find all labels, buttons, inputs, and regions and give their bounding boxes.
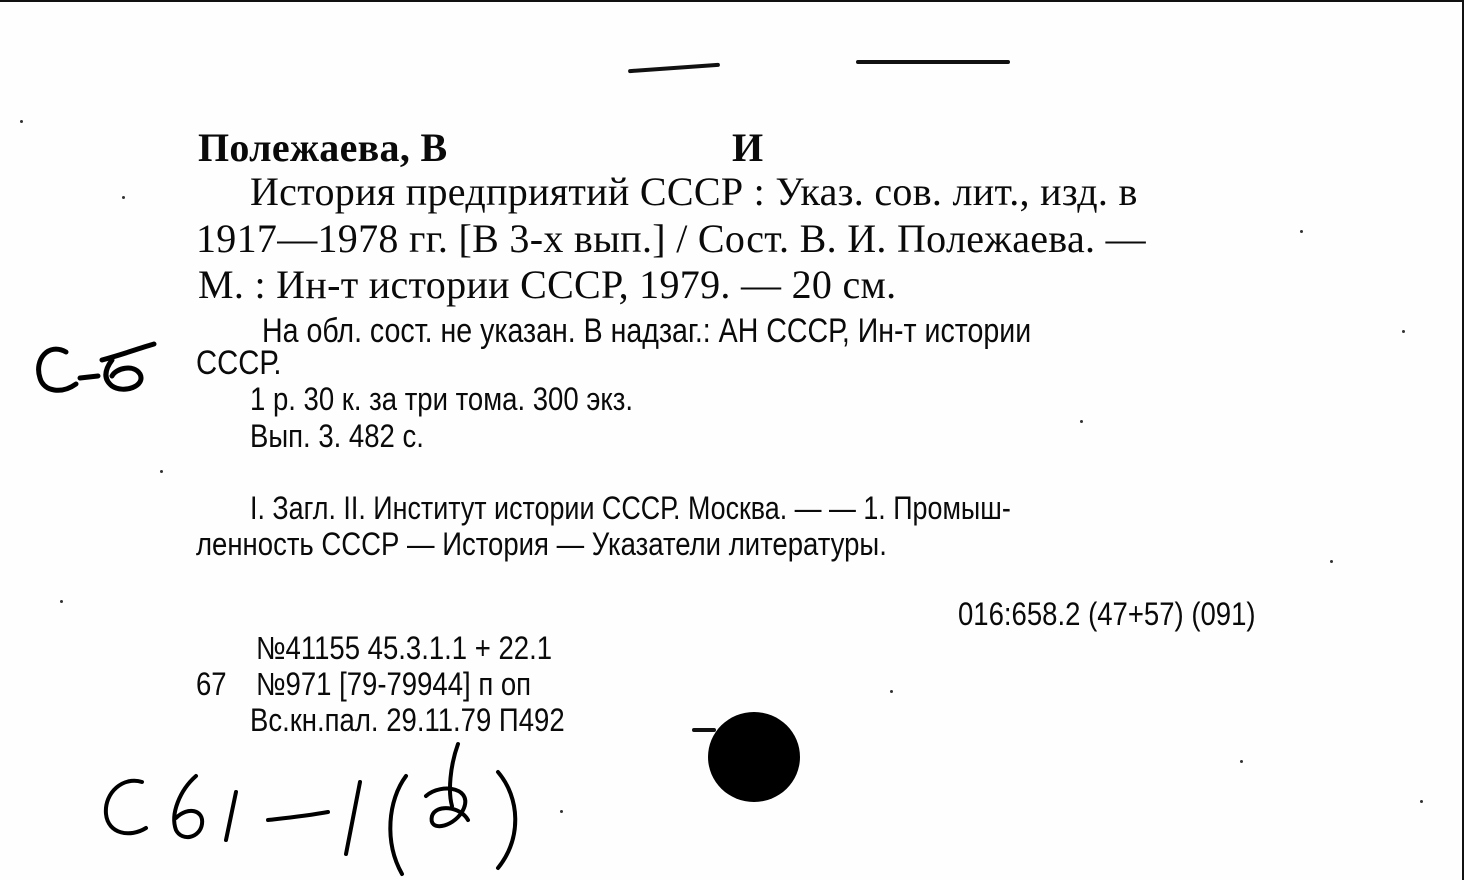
scan-speck — [1402, 330, 1405, 333]
scan-speck — [60, 600, 63, 603]
record-line-2-prefix: 67 — [196, 666, 227, 702]
handwritten-margin-mark — [28, 330, 158, 410]
scan-speck — [122, 196, 125, 199]
top-rule-left — [628, 63, 720, 73]
title-line-2: 1917—1978 гг. [В 3-х вып.] / Сост. В. И. Полежаева. — — [196, 216, 1146, 261]
record-line-2: №971 [79-79944] п оп — [256, 666, 532, 702]
author-initial: И — [732, 125, 764, 170]
scan-speck — [1080, 420, 1083, 423]
tracing-line-1: I. Загл. II. Институт истории СССР. Москва. — — 1. Промыш- — [250, 490, 1011, 526]
title-line-3: М. : Ин-т истории СССР, 1979. — 20 см. — [198, 262, 897, 307]
card-top-edge — [0, 0, 1464, 2]
handwritten-shelfmark — [96, 736, 536, 880]
record-line-1: №41155 45.3.1.1 + 22.1 — [256, 630, 553, 666]
scan-speck — [1420, 800, 1423, 803]
scan-speck — [160, 470, 163, 473]
price-line: 1 р. 30 к. за три тома. 300 экз. — [250, 381, 633, 417]
scan-speck — [1240, 760, 1243, 763]
note-line-1: На обл. сост. не указан. В надзаг.: АН СССР, Ин-т истории — [262, 312, 1032, 350]
hole-tick-mark — [692, 728, 716, 732]
punch-hole — [708, 712, 800, 802]
record-line-3: Вс.кн.пал. 29.11.79 П492 — [250, 702, 565, 738]
author-surname: Полежаева, В — [198, 125, 448, 170]
note-line-2: СССР. — [196, 344, 282, 382]
tracing-line-2: ленность СССР — История — Указатели литературы. — [196, 526, 887, 562]
scan-speck — [1300, 230, 1303, 233]
scan-speck — [890, 690, 893, 693]
scan-speck — [560, 810, 563, 813]
top-rule-right — [856, 60, 1010, 64]
scan-speck — [20, 120, 23, 123]
title-line-1: История предприятий СССР : Указ. сов. лит., изд. в — [250, 169, 1138, 214]
volume-line: Вып. 3. 482 с. — [250, 418, 424, 454]
udc-classification: 016:658.2 (47+57) (091) — [958, 596, 1256, 632]
scan-speck — [1330, 560, 1333, 563]
